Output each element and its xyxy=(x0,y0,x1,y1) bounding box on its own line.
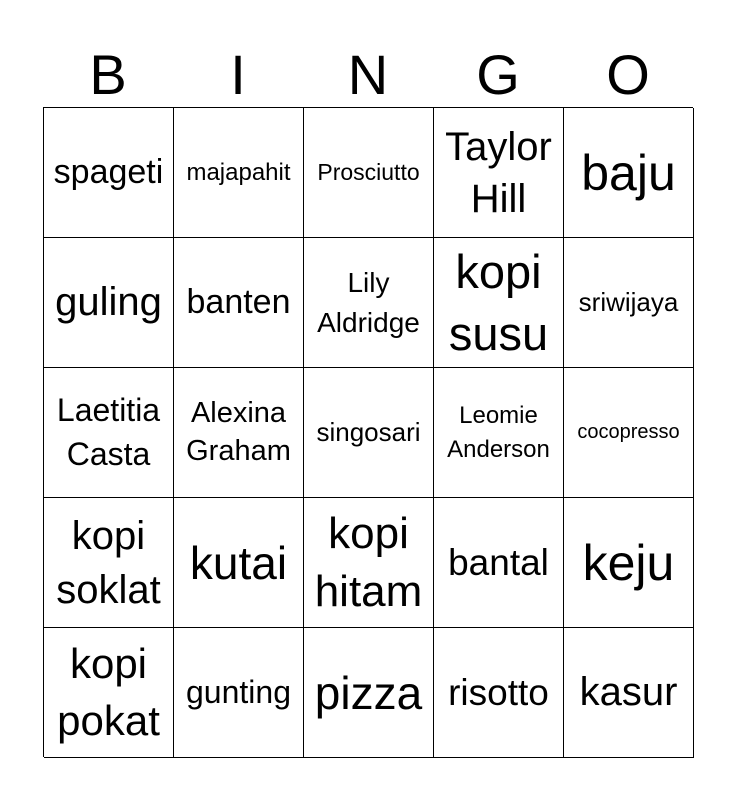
bingo-cell[interactable] xyxy=(304,238,434,368)
cell-text: bantal xyxy=(448,541,549,583)
header-letter-i: I xyxy=(230,43,246,106)
cell-text: kopi hitam xyxy=(314,509,423,616)
bingo-cell[interactable] xyxy=(564,498,694,628)
bingo-cell[interactable] xyxy=(564,628,694,758)
cell-text: Laetitia Casta xyxy=(56,392,161,472)
cell-text: Lily Aldridge xyxy=(317,267,420,338)
cell-text: baju xyxy=(581,144,676,201)
header-letter-o: O xyxy=(606,43,650,106)
cell-text: sriwijaya xyxy=(578,287,679,317)
bingo-cell[interactable] xyxy=(44,498,174,628)
cell-text: singosari xyxy=(316,417,421,447)
bingo-cell[interactable] xyxy=(434,368,564,498)
cell-text: guling xyxy=(55,280,162,324)
bingo-cell[interactable] xyxy=(174,368,304,498)
bingo-cell[interactable] xyxy=(174,108,304,238)
bingo-cell[interactable] xyxy=(304,498,434,628)
bingo-cell[interactable] xyxy=(564,108,694,238)
cell-text: pizza xyxy=(314,666,423,719)
bingo-cell[interactable] xyxy=(434,628,564,758)
bingo-cell[interactable] xyxy=(44,368,174,498)
bingo-cell[interactable] xyxy=(564,368,694,498)
cell-text: risotto xyxy=(448,671,549,713)
bingo-header xyxy=(43,44,693,106)
header-letter-n: N xyxy=(347,43,389,106)
cell-text: Prosciutto xyxy=(317,159,420,185)
cell-text: Taylor Hill xyxy=(445,124,552,221)
bingo-cell[interactable] xyxy=(434,238,564,368)
header-letter-g: G xyxy=(476,43,520,106)
bingo-cell[interactable] xyxy=(304,628,434,758)
bingo-cell[interactable] xyxy=(434,108,564,238)
cell-text: kopi soklat xyxy=(56,513,161,612)
header-letter-b: B xyxy=(89,43,127,106)
cell-text: Alexina Graham xyxy=(186,396,291,467)
bingo-cell[interactable] xyxy=(44,628,174,758)
bingo-cell[interactable] xyxy=(564,238,694,368)
cell-text: gunting xyxy=(186,674,291,710)
bingo-cell[interactable] xyxy=(434,498,564,628)
bingo-card-grid xyxy=(43,107,693,757)
bingo-cell[interactable] xyxy=(174,628,304,758)
cell-text: kutai xyxy=(189,536,288,589)
cell-text: cocopresso xyxy=(577,421,680,443)
bingo-cell[interactable] xyxy=(174,238,304,368)
cell-text: Leomie Anderson xyxy=(447,401,550,463)
bingo-cell[interactable] xyxy=(44,238,174,368)
cell-text: majapahit xyxy=(186,158,291,186)
bingo-cell[interactable] xyxy=(44,108,174,238)
cell-text: kopi susu xyxy=(448,245,549,360)
cell-text: keju xyxy=(582,534,675,591)
bingo-cell[interactable] xyxy=(304,368,434,498)
bingo-cell[interactable] xyxy=(304,108,434,238)
cell-text: spageti xyxy=(53,153,164,191)
bingo-cell[interactable] xyxy=(174,498,304,628)
cell-text: banten xyxy=(186,283,291,321)
cell-text: kopi pokat xyxy=(57,639,160,744)
cell-text: kasur xyxy=(579,670,678,714)
